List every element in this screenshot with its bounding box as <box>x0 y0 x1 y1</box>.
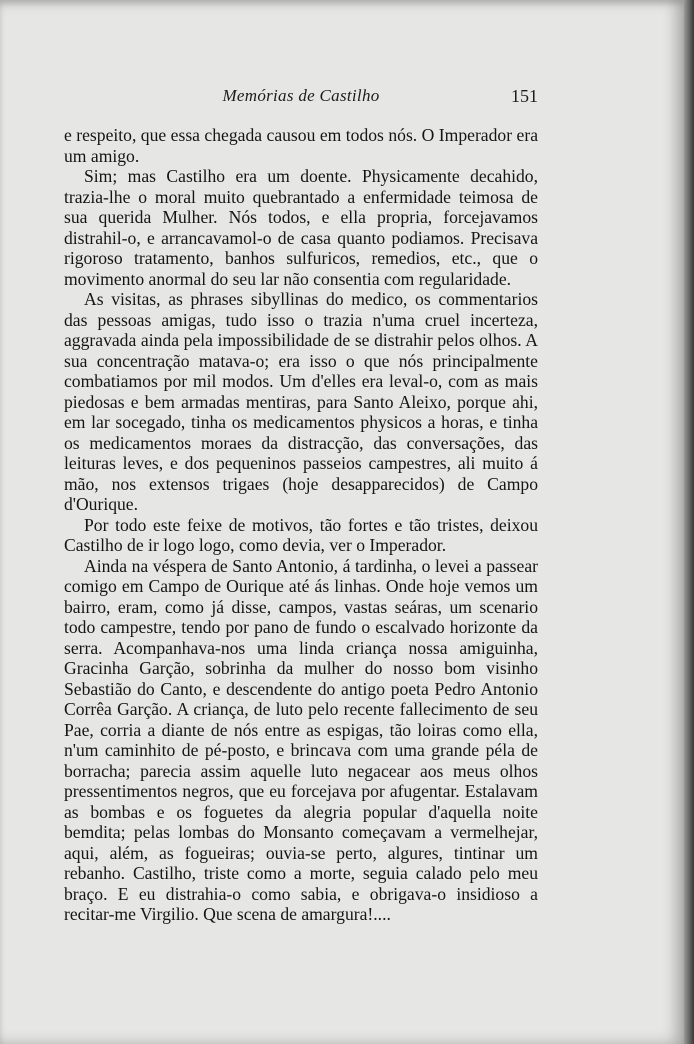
page-number: 151 <box>511 86 538 106</box>
paragraph: As visitas, as phrases sibyllinas do medico, os commentarios das pessoas amigas, tudo isso o trazia n'uma cruel incerteza, aggravada ainda pela impossibilidade de se distrahir pelos olhos. A sua concentração matava-o; era isso o que nós principalmente combatiamos por mil modos. Um d'elles era leval-o, com as mais piedosas e bem armadas mentiras, para Santo Aleixo, porque ahi, em lar socegado, tinha os medicamentos physicos a horas, e tinha os medicamentos moraes da distracção, das conversações, das leituras leves, e dos pequeninos passeios campestres, ali muito á mão, nos extensos trigaes (hoje desapparecidos) de Campo d'Ourique. <box>64 289 538 514</box>
paragraph-continuation: e respeito, que essa chegada causou em todos nós. O Imperador era um amigo. <box>64 125 538 166</box>
running-title: Memórias de Castilho <box>222 86 380 105</box>
paragraph: Por todo este feixe de motivos, tão fortes e tão tristes, deixou Castilho de ir logo logo, como devia, ver o Imperador. <box>64 514 538 555</box>
page-header <box>64 86 538 112</box>
body-text <box>64 125 538 925</box>
page-edge-shadow <box>684 0 694 1044</box>
paragraph: Sim; mas Castilho era um doente. Physicamente decahido, trazia-lhe o moral muito quebrantado a enfermidade teimosa de sua querida Mulher. Nós todos, e ella propria, forcejavamos distrahil-o, e arrancavamol-o de casa quanto podiamos. Precisava rigoroso tratamento, banhos sulfuricos, remedios, etc., que o movimento anormal do seu lar não consentia com regularidade. <box>64 166 538 289</box>
paragraph: Ainda na véspera de Santo Antonio, á tardinha, o levei a passear comigo em Campo de Ourique até ás linhas. Onde hoje vemos um bairro, eram, como já disse, campos, vastas seáras, um scenario todo campestre, tendo por pano de fundo o escalvado horizonte da serra. Acompanhava-nos uma linda criança nossa amiguinha, Gracinha Garção, sobrinha da mulher do nosso bom visinho Sebastião do Canto, e descendente do antigo poeta Pedro Antonio Corrêa Garção. A criança, de luto pelo recente fallecimento de seu Pae, corria a diante de nós entre as espigas, tão loiras como ella, n'um caminhito de pé-posto, e brincava com uma grande péla de borracha; parecia assim aquelle luto negacear aos meus olhos pressentimentos negros, que eu forcejava por afugentar. Estalavam as bombas e os foguetes da alegria popular d'aquella noite bemdita; pelas lombas do Monsanto começavam a vermelhejar, aqui, além, as fogueiras; ouvia-se perto, algures, tintinar um rebanho. Castilho, triste como a morte, seguia calado pelo meu braço. E eu distrahia-o como sabia, e obrigava-o insidioso a recitar-me Virgilio. Que scena de amargura!.... <box>64 555 538 924</box>
